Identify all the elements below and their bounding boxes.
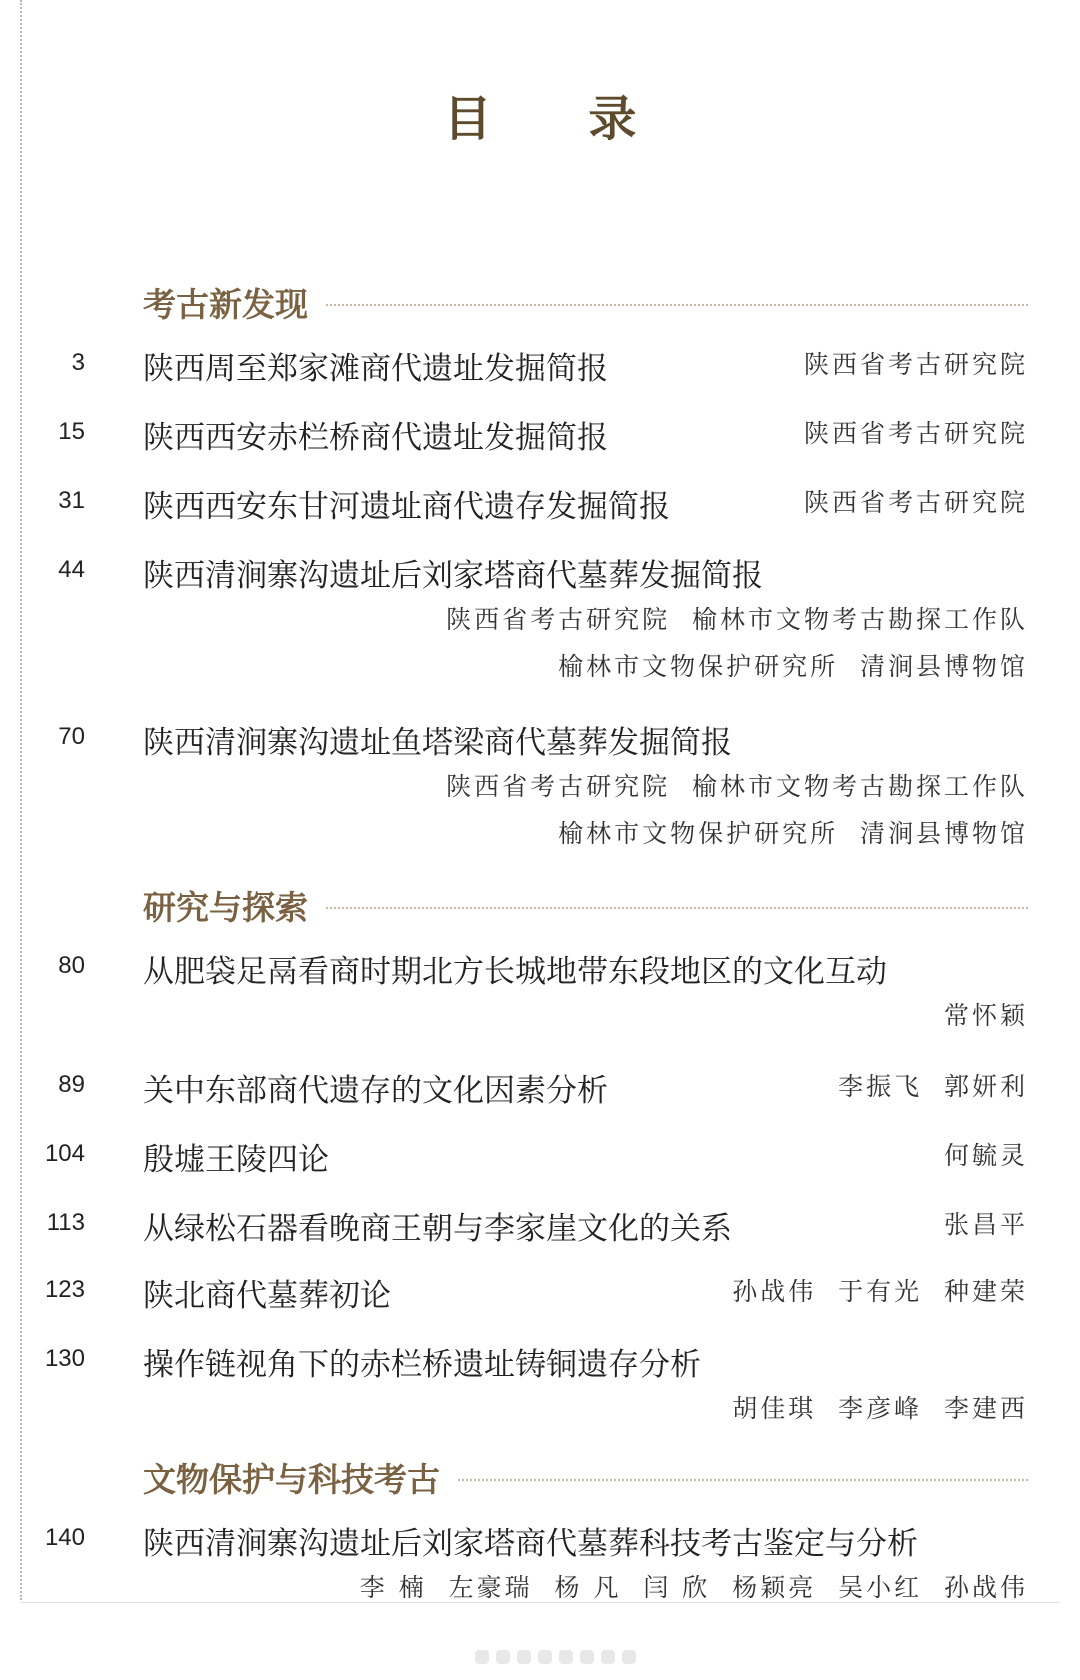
- article-title[interactable]: 陕西清涧寨沟遗址鱼塔梁商代墓葬发掘简报: [143, 725, 732, 761]
- section-label: 考古新发现: [143, 284, 308, 324]
- article-authors: 陕西省考古研究院: [803, 488, 1028, 517]
- article-authors: 榆林市文物保护研究所 清涧县博物馆: [558, 819, 1028, 848]
- page-fold-line: [20, 0, 22, 1600]
- article-authors: 李 楠 左豪瑞 杨 凡 闫 欣 杨颖亮 吴小红 孙战伟: [359, 1573, 1028, 1602]
- page-number: 80: [58, 952, 85, 979]
- page-number: 31: [58, 487, 85, 514]
- section-label: 文物保护与科技考古: [143, 1459, 440, 1499]
- article-title[interactable]: 殷墟王陵四论: [143, 1142, 329, 1178]
- article-title[interactable]: 陕西西安赤栏桥商代遗址发掘简报: [143, 420, 608, 456]
- article-title[interactable]: 陕西周至郑家滩商代遗址发掘简报: [143, 351, 608, 387]
- page-number: 130: [44, 1345, 85, 1372]
- article-authors: 陕西省考古研究院 榆林市文物考古勘探工作队: [446, 772, 1028, 801]
- article-authors: 陕西省考古研究院: [803, 419, 1028, 448]
- section-heading: [143, 1455, 1028, 1499]
- article-authors: 胡佳琪 李彦峰 李建西: [732, 1394, 1028, 1423]
- page-title: 目 录: [443, 91, 677, 147]
- section-heading: [143, 280, 1028, 324]
- article-authors: 李振飞 郭妍利: [838, 1072, 1028, 1101]
- article-title[interactable]: 从肥袋足鬲看商时期北方长城地带东段地区的文化互动: [143, 954, 887, 990]
- watermark-icon: [475, 1650, 636, 1664]
- article-authors: 何毓灵: [943, 1141, 1028, 1170]
- page-number: 89: [58, 1071, 85, 1098]
- article-title[interactable]: 从绿松石器看晚商王朝与李家崖文化的关系: [143, 1211, 732, 1247]
- article-title[interactable]: 陕西西安东甘河遗址商代遗存发掘简报: [143, 489, 670, 525]
- article-title[interactable]: 陕西清涧寨沟遗址后刘家塔商代墓葬发掘简报: [143, 558, 763, 594]
- page-number: 15: [58, 418, 85, 445]
- article-title[interactable]: 关中东部商代遗存的文化因素分析: [143, 1073, 608, 1109]
- article-authors: 陕西省考古研究院: [803, 350, 1028, 379]
- article-title[interactable]: 陕西清涧寨沟遗址后刘家塔商代墓葬科技考古鉴定与分析: [143, 1526, 918, 1562]
- page-number: 44: [58, 556, 85, 583]
- article-authors: 榆林市文物保护研究所 清涧县博物馆: [558, 652, 1028, 681]
- page-number: 113: [46, 1209, 85, 1236]
- section-dotted-rule: [326, 304, 1028, 306]
- page-number: 70: [58, 723, 85, 750]
- section-heading: [143, 883, 1028, 927]
- bottom-divider: [20, 1602, 1060, 1603]
- page-number: 123: [44, 1276, 85, 1303]
- page-number: 3: [71, 349, 85, 376]
- article-authors: 张昌平: [943, 1210, 1028, 1239]
- article-authors: 常怀颖: [943, 1001, 1028, 1030]
- section-label: 研究与探索: [143, 887, 308, 927]
- article-title[interactable]: 操作链视角下的赤栏桥遗址铸铜遗存分析: [143, 1347, 701, 1383]
- section-dotted-rule: [458, 1479, 1028, 1481]
- article-authors: 孙战伟 于有光 种建荣: [732, 1277, 1028, 1306]
- article-title[interactable]: 陕北商代墓葬初论: [143, 1278, 391, 1314]
- article-authors: 陕西省考古研究院 榆林市文物考古勘探工作队: [446, 605, 1028, 634]
- page-number: 104: [44, 1140, 85, 1167]
- page-number: 140: [44, 1524, 85, 1551]
- section-dotted-rule: [326, 907, 1028, 909]
